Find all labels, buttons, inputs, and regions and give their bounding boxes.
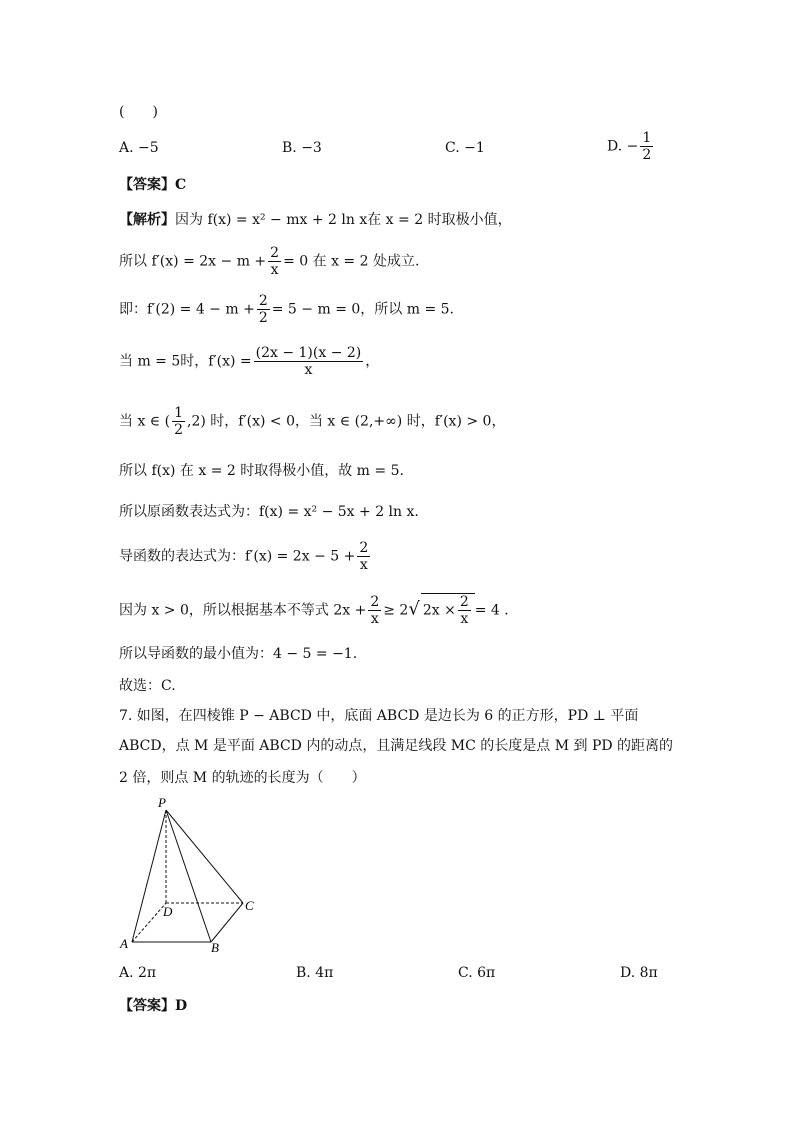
fraction-numerator: (2x − 1)(x − 2) bbox=[255, 345, 362, 361]
fraction-denominator: 2 bbox=[258, 310, 268, 326]
solution-text: 即：f′(2) = 4 − m + bbox=[119, 301, 255, 318]
fraction bbox=[268, 245, 281, 278]
fraction-numerator: 2 bbox=[258, 293, 268, 309]
q7-option-d: D. 8π bbox=[620, 965, 658, 981]
pyramid-figure bbox=[115, 795, 275, 955]
label-p: P bbox=[158, 795, 166, 810]
solution-text: = 5 − m = 0，所以 m = 5. bbox=[271, 301, 454, 318]
fraction-numerator: 1 bbox=[174, 405, 183, 421]
fraction-denominator: x bbox=[370, 611, 379, 627]
edge-bc bbox=[211, 903, 243, 942]
q7-answer: 【答案】D bbox=[119, 998, 188, 1014]
solution-text: 在 x = 2 时取极小值， bbox=[367, 212, 512, 228]
q6-option-c: C. −1 bbox=[445, 140, 485, 156]
solution-text: 当 x ∈ ( bbox=[119, 413, 171, 430]
q7-stem-line-3: 2 倍，则点 M 的轨迹的长度为（ ） bbox=[119, 770, 366, 786]
q6-solution-line-2 bbox=[119, 245, 419, 278]
solution-text: 因为 f(x) = x² − mx + 2 ln x bbox=[175, 212, 368, 228]
q6-answer-paren: ( ) bbox=[119, 104, 158, 120]
fraction bbox=[257, 293, 270, 326]
solution-text: = 4 . bbox=[474, 602, 509, 619]
solution-text: 因为 x > 0，所以根据基本不等式 2x + bbox=[119, 602, 367, 619]
solution-text: ， bbox=[365, 353, 380, 370]
solution-text: 所以 f′(x) = 2x − m + bbox=[119, 253, 267, 270]
fraction bbox=[458, 594, 471, 627]
q7-option-b: B. 4π bbox=[296, 965, 334, 981]
sqrt-radicand bbox=[421, 593, 475, 627]
fraction-denominator: x bbox=[304, 362, 313, 378]
q6-solution-line-9 bbox=[119, 593, 509, 627]
q6-solution-line-1 bbox=[119, 210, 512, 230]
fraction-denominator: x bbox=[359, 557, 368, 573]
label-c: C bbox=[245, 898, 254, 913]
fraction-numerator: 1 bbox=[642, 130, 652, 146]
edge-pb bbox=[166, 810, 211, 942]
q7-stem-line-2: ABCD，点 M 是平面 ABCD 内的动点，且满足线段 MC 的长度是点 M 到 PD 的距离的 bbox=[119, 738, 674, 754]
fraction bbox=[368, 594, 381, 627]
q6-option-b: B. −3 bbox=[282, 140, 322, 156]
fraction bbox=[357, 540, 370, 573]
q7-option-a: A. 2π bbox=[119, 965, 157, 981]
q6-option-d-prefix: D. − bbox=[607, 138, 639, 155]
q6-option-a: A. −5 bbox=[119, 140, 159, 156]
q6-solution-line-11: 故选：C. bbox=[119, 678, 176, 694]
fraction bbox=[172, 405, 185, 438]
fraction-denominator: x bbox=[460, 611, 469, 627]
solution-text: 导函数的表达式为：f′(x) = 2x − 5 + bbox=[119, 548, 356, 565]
q6-solution-line-10: 所以导函数的最小值为：4 − 5 = −1. bbox=[119, 646, 358, 662]
q6-solution-line-8 bbox=[119, 540, 372, 573]
fraction-denominator: 2 bbox=[174, 422, 183, 438]
q6-option-d bbox=[607, 130, 655, 163]
solution-label: 【解析】 bbox=[119, 212, 175, 228]
fraction-numerator: 2 bbox=[359, 540, 369, 556]
solution-text: 2x × bbox=[422, 602, 456, 619]
label-d: D bbox=[163, 904, 173, 919]
q7-option-c: C. 6π bbox=[458, 965, 496, 981]
solution-text: 当 m = 5时，f′(x) = bbox=[119, 353, 252, 370]
fraction-numerator: 2 bbox=[370, 594, 380, 610]
q6-option-d-fraction bbox=[640, 130, 653, 163]
label-a: A bbox=[120, 936, 128, 951]
q6-solution-line-6: 所以 f(x) 在 x = 2 时取得极小值，故 m = 5. bbox=[119, 463, 404, 479]
q6-solution-line-5 bbox=[119, 405, 505, 438]
edge-pc bbox=[166, 810, 243, 903]
fraction-numerator: 2 bbox=[459, 594, 469, 610]
q6-solution-line-7: 所以原函数表达式为：f(x) = x² − 5x + 2 ln x. bbox=[119, 504, 419, 520]
label-b: B bbox=[211, 940, 219, 955]
sqrt-sign: √ bbox=[408, 598, 420, 620]
q6-solution-line-3 bbox=[119, 293, 454, 326]
solution-text: ,2) 时，f′(x) < 0，当 x ∈ (2,+∞) 时，f′(x) > 0， bbox=[187, 413, 506, 430]
q6-answer: 【答案】C bbox=[119, 177, 187, 193]
solution-text: ≥ 2 bbox=[383, 602, 409, 619]
fraction bbox=[254, 345, 364, 378]
q7-stem-line-1: 7. 如图，在四棱锥 P − ABCD 中，底面 ABCD 是边长为 6 的正方形，PD ⊥ 平面 bbox=[119, 708, 639, 724]
fraction-denominator: 2 bbox=[642, 147, 652, 163]
fraction-denominator: x bbox=[270, 262, 279, 278]
q6-solution-line-4 bbox=[119, 345, 379, 378]
fraction-numerator: 2 bbox=[270, 245, 280, 261]
solution-text: = 0 在 x = 2 处成立. bbox=[283, 253, 420, 270]
